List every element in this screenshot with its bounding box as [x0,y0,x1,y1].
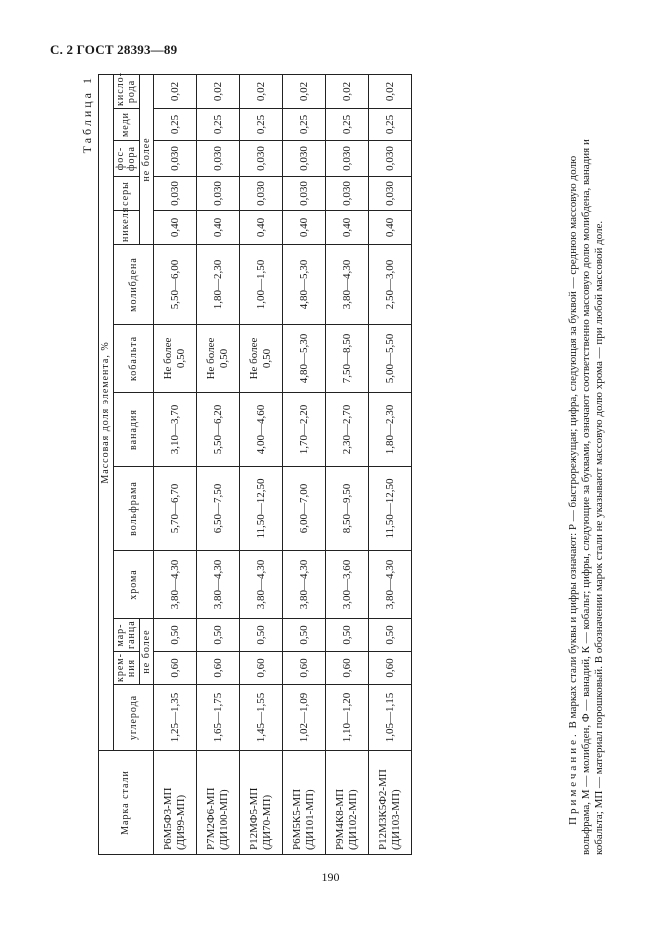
value-cell-mo: 1,80—2,30 [197,245,240,325]
value-cell-o: 0,02 [326,74,369,108]
table-body [154,74,412,854]
value-cell-p: 0,030 [240,141,283,177]
value-cell-p: 0,030 [369,141,412,177]
value-cell-mn: 0,50 [154,619,197,652]
grade-code: (ДИ70-МП) [261,794,273,850]
col-chromium-header: хрома [113,551,154,619]
value-cell-v: 1,70—2,20 [283,393,326,467]
grade-code: (ДИ102-МП) [347,789,359,850]
value-cell-v: 4,00—4,60 [240,393,283,467]
value-cell-c: 1,25—1,35 [154,685,197,751]
table-row [369,74,412,854]
value-cell-si: 0,60 [154,652,197,685]
value-cell-o: 0,02 [369,74,412,108]
composition-table [98,74,412,855]
value-cell-o: 0,02 [154,74,197,108]
value-cell-c: 1,02—1,09 [283,685,326,751]
table-row [283,74,326,854]
table-title: Таблица 1 [80,75,94,154]
grade-cell [326,751,369,855]
col-manganese-header: мар-ганца [113,619,139,652]
value-cell-si: 0,60 [197,652,240,685]
col-grade-header: Марка стали [99,751,154,855]
value-cell-v: 1,80—2,30 [369,393,412,467]
value-cell-mo: 2,50—3,00 [369,245,412,325]
col-phosphorus-header: фос-фора [113,141,139,177]
value-cell-c: 1,10—1,20 [326,685,369,751]
value-cell-cu: 0,25 [326,109,369,141]
note-line-2: вольфрама, М — молибден, Ф — ванадий, К — кобальт; цифры, следующие за буквами, означают соответственно массовую долю молибдена, ванадия и [580,139,592,855]
value-cell-cu: 0,25 [283,109,326,141]
mass-fraction-header: Массовая доля элемента, % [99,74,114,750]
value-cell-si: 0,60 [326,652,369,685]
value-cell-co: 5,00—5,50 [369,325,412,393]
value-cell-s: 0,030 [283,177,326,211]
grade-name: Р6М5Ф3-МП [162,787,175,850]
not-more-header-2: не более [139,74,154,244]
value-cell-ni: 0,40 [369,211,412,245]
table-row [240,74,283,854]
grade-name: Р7М2Ф6-МП [205,787,218,850]
header-row-1 [99,74,114,854]
value-cell-w: 5,70—6,70 [154,467,197,551]
grade-code: (ДИ101-МП) [304,789,316,850]
col-molybdenum-header: молибдена [113,245,154,325]
value-cell-mo: 4,80—5,30 [283,245,326,325]
value-cell-w: 8,50—9,50 [326,467,369,551]
value-cell-mn: 0,50 [197,619,240,652]
value-cell-si: 0,60 [369,652,412,685]
grade-cell [369,751,412,855]
value-cell-ni: 0,40 [197,211,240,245]
value-cell-cr: 3,80—4,30 [197,551,240,619]
col-tungsten-header: вольфрама [113,467,154,551]
value-cell-p: 0,030 [283,141,326,177]
grade-code: (ДИ103-МП) [390,789,402,850]
value-cell-s: 0,030 [326,177,369,211]
grade-cell [283,751,326,855]
grade-name: Р6М5К5-МП [291,788,304,850]
col-carbon-header: углерода [113,685,154,751]
value-cell-w: 11,50—12,50 [369,467,412,551]
note-line-3: кобальта; МП — материал порошковый. В обозначении марок стали не указывают массовую долю хрома — при любой массовой доле. [593,220,605,855]
header-row-2 [113,74,139,854]
page-number: 190 [321,870,340,884]
table-row [154,74,197,854]
table-row [326,74,369,854]
note-line-1 [567,75,580,855]
table-note [567,75,606,855]
value-cell-w: 6,00—7,00 [283,467,326,551]
value-cell-si: 0,60 [283,652,326,685]
grade-cell [197,751,240,855]
value-cell-v: 3,10—3,70 [154,393,197,467]
col-nickel-header: никеля [113,211,139,245]
value-cell-c: 1,45—1,55 [240,685,283,751]
note-text-1: В марках стали буквы и цифры означают: Р — быстрорежущая; цифра, следующая за буквой — среднюю массовую долю [567,155,579,729]
value-cell-mo: 3,80—4,30 [326,245,369,325]
page-header: С. 2 ГОСТ 28393—89 [50,42,178,57]
value-cell-mo: 1,00—1,50 [240,245,283,325]
col-cobalt-header: кобальта [113,325,154,393]
value-cell-co: 4,80—5,30 [283,325,326,393]
rotated-table-block [80,72,640,855]
value-cell-mn: 0,50 [283,619,326,652]
value-cell-ni: 0,40 [240,211,283,245]
table-row [197,74,240,854]
not-more-header-1: не более [139,619,154,685]
value-cell-cr: 3,80—4,30 [240,551,283,619]
grade-cell [154,751,197,855]
value-cell-s: 0,030 [369,177,412,211]
value-cell-p: 0,030 [197,141,240,177]
col-silicon-header: крем-ния [113,652,139,685]
grade-name: Р12М3К5Ф2-МП [377,769,390,850]
value-cell-cr: 3,80—4,30 [154,551,197,619]
value-cell-cu: 0,25 [369,109,412,141]
value-cell-mo: 5,50—6,00 [154,245,197,325]
col-copper-header: меди [113,109,139,141]
value-cell-cu: 0,25 [197,109,240,141]
value-cell-co: 7,50—8,50 [326,325,369,393]
value-cell-s: 0,030 [154,177,197,211]
value-cell-v: 2,30—2,70 [326,393,369,467]
value-cell-ni: 0,40 [283,211,326,245]
grade-cell [240,751,283,855]
value-cell-s: 0,030 [240,177,283,211]
value-cell-o: 0,02 [240,74,283,108]
value-cell-c: 1,65—1,75 [197,685,240,751]
value-cell-c: 1,05—1,15 [369,685,412,751]
grade-name: Р12МФ5-МП [248,787,261,850]
value-cell-co: Не более 0,50 [240,325,283,393]
value-cell-w: 6,50—7,50 [197,467,240,551]
col-sulfur-header: серы [113,177,139,211]
value-cell-si: 0,60 [240,652,283,685]
value-cell-mn: 0,50 [326,619,369,652]
value-cell-w: 11,50—12,50 [240,467,283,551]
value-cell-cu: 0,25 [154,109,197,141]
value-cell-co: Не более 0,50 [197,325,240,393]
value-cell-cr: 3,80—4,30 [369,551,412,619]
value-cell-ni: 0,40 [154,211,197,245]
col-vanadium-header: ванадия [113,393,154,467]
value-cell-v: 5,50—6,20 [197,393,240,467]
value-cell-cu: 0,25 [240,109,283,141]
value-cell-p: 0,030 [154,141,197,177]
value-cell-o: 0,02 [283,74,326,108]
grade-name: Р9М4К8-МП [334,788,347,850]
value-cell-cr: 3,00—3,60 [326,551,369,619]
grade-code: (ДИ99-МП) [175,794,187,850]
value-cell-s: 0,030 [197,177,240,211]
value-cell-mn: 0,50 [369,619,412,652]
value-cell-cr: 3,80—4,30 [283,551,326,619]
value-cell-o: 0,02 [197,74,240,108]
grade-code: (ДИ100-МП) [218,789,230,850]
value-cell-co: Не более 0,50 [154,325,197,393]
col-oxygen-header: кисло-рода [113,74,139,108]
value-cell-mn: 0,50 [240,619,283,652]
value-cell-p: 0,030 [326,141,369,177]
value-cell-ni: 0,40 [326,211,369,245]
note-label: Примечание. [567,731,579,825]
